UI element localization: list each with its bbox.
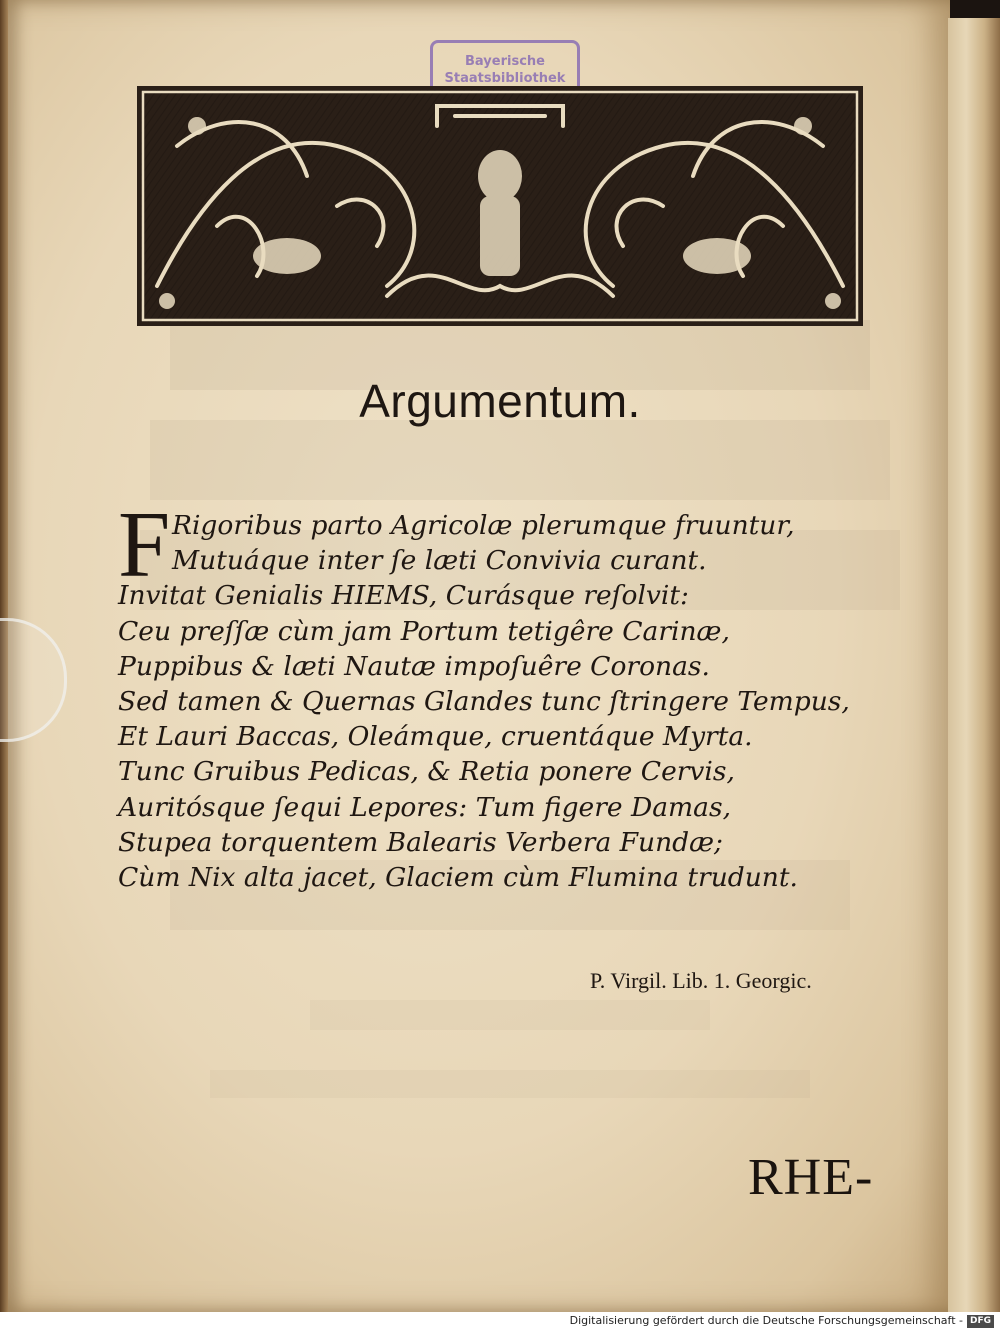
woodcut-headpiece-ornament [137, 86, 863, 326]
digitization-footer [0, 1312, 1000, 1330]
verse-line: Puppibus & læti Nautæ impoſuêre Coronas. [118, 650, 710, 682]
catchword: RHE- [748, 1149, 874, 1206]
verse-line: Auritósque ſequi Lepores: Tum figere Damas, [118, 791, 731, 823]
page-title: Argumentum. [359, 375, 641, 427]
verse-line: Tunc Gruibus Pedicas, & Retia ponere Cervis, [118, 756, 735, 788]
dfg-logo-icon: DFG [967, 1315, 994, 1328]
footer-text: Digitalisierung gefördert durch die Deutsche Forschungsgemeinschaft - [569, 1314, 963, 1327]
verse-line: Et Lauri Baccas, Oleámque, cruentáque Myrta. [118, 721, 753, 753]
stamp-line: Staatsbibliothek [444, 71, 566, 86]
verse-line: Sed tamen & Quernas Glandes tunc ſtringere Tempus, [118, 686, 850, 718]
verse-line: Mutuáque inter ſe læti Convivia curant. [172, 545, 707, 577]
facing-page-edge [948, 18, 1000, 1312]
verse-line: Rigoribus parto Agricolæ plerumque fruuntur, [172, 510, 795, 541]
stamp-line: Bayerische [465, 54, 545, 69]
drop-cap-initial: F [118, 493, 171, 597]
verse-line: Ceu preſſæ cùm jam Portum tetigêre Carinæ, [118, 615, 730, 647]
verse-line: Cùm Nix alta jacet, Glaciem cùm Flumina trudunt. [118, 862, 798, 894]
verse-block [118, 508, 918, 895]
verse-line: Stupea torquentem Balearis Verbera Fundæ; [118, 826, 723, 858]
source-attribution: P. Virgil. Lib. 1. Georgic. [590, 968, 812, 993]
verse-line: Invitat Genialis HIEMS, Curásque reſolvit: [118, 580, 689, 612]
